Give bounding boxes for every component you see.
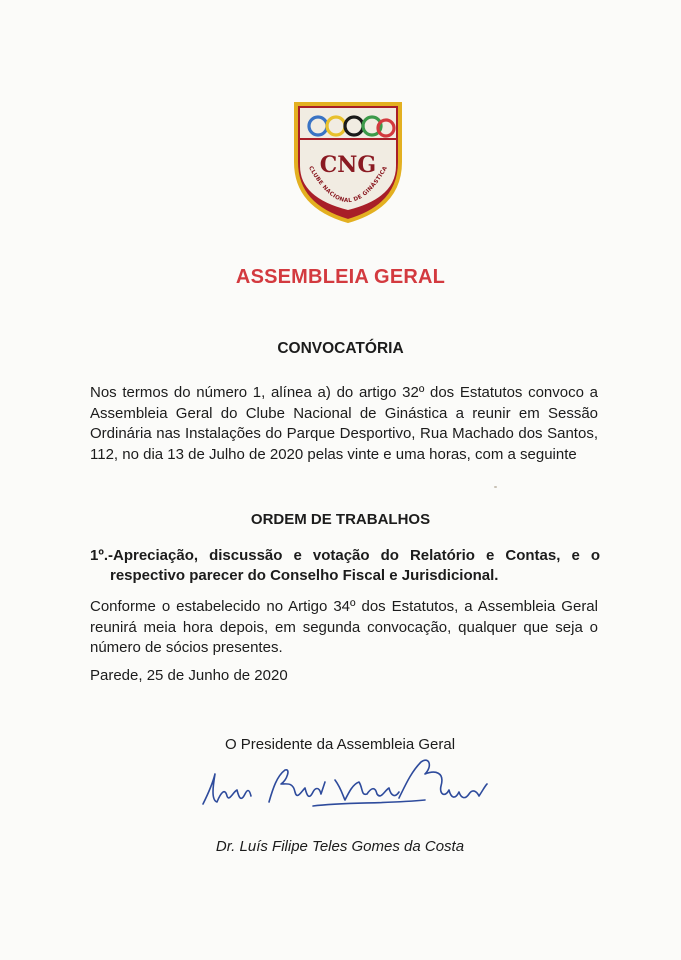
place-date: Parede, 25 de Junho de 2020 (90, 667, 288, 684)
agenda-heading: ORDEM DE TRABALHOS (250, 511, 431, 528)
clube-nacional-de-ginastica-crest-icon (292, 100, 404, 224)
handwritten-signature-icon (195, 752, 495, 820)
svg-text:CLUBE NACIONAL DE GINÁSTICA: CLUBE NACIONAL DE GINÁSTICA (307, 165, 389, 205)
svg-text:CNG: CNG (319, 152, 377, 178)
agenda-item-1: 1º.-Apreciação, discussão e votação do Relatório e Contas, e o respectivo parecer do Conselho Fiscal e Jurisdicional. (90, 547, 600, 584)
second-convocation-paragraph: Conforme o estabelecido no Artigo 34º dos Estatutos, a Assembleia Geral reunirá meia hora depois, em segunda convocação, qualquer que seja o número de sócios presentes. (90, 598, 598, 656)
paper-speck (494, 486, 497, 488)
document-title: ASSEMBLEIA GERAL (235, 266, 446, 288)
signer-role: O Presidente da Assembleia Geral (224, 736, 456, 753)
signer-name: Dr. Luís Filipe Teles Gomes da Costa (215, 838, 465, 855)
document-subtitle: CONVOCATÓRIA (277, 340, 404, 357)
convocation-paragraph: Nos termos do número 1, alínea a) do artigo 32º dos Estatutos convoco a Assembleia Geral do Clube Nacional de Ginástica a reunir em Sessão Ordinária nas Instalações do Parque Desportivo, Rua Machado dos Santos, 112, no dia 13 de Julho de 2020 pelas vinte e uma horas, com a seguinte (90, 384, 598, 463)
